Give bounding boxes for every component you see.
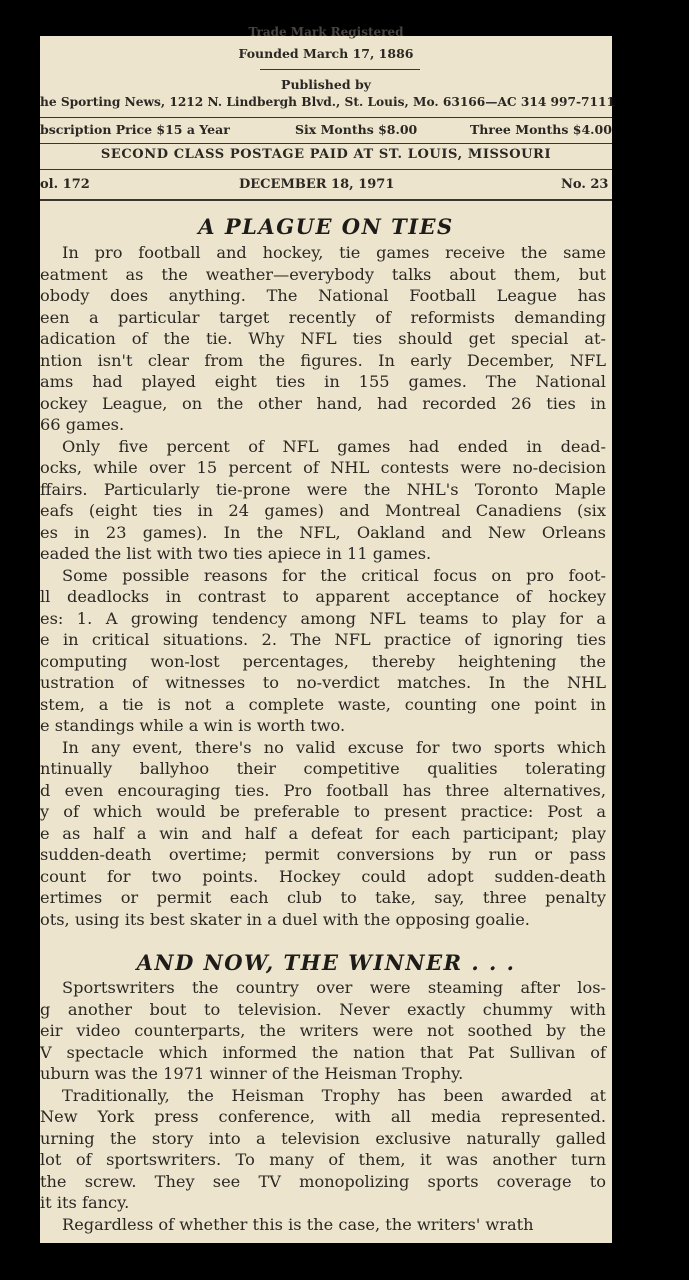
text-line: ockey League, on the other hand, had recorded 26 ties in xyxy=(40,393,606,413)
text-line: ustration of witnesses to no-verdict matches. In the NHL xyxy=(40,673,606,692)
text-line: Some possible reasons for the critical focus on pro foot- xyxy=(62,565,606,585)
masthead-rule-1 xyxy=(40,117,612,118)
text-line: ffairs. Particularly tie-prone were the NHL's Toronto Maple xyxy=(40,479,606,499)
text-line: d even encouraging ties. Pro football has three alternatives, xyxy=(40,780,606,800)
text-line: es: 1. A growing tendency among NFL teams to play for a xyxy=(40,608,606,628)
text-line: Traditionally, the Heisman Trophy has been awarded at xyxy=(62,1085,606,1105)
text-line: eatment as the weather—everybody talks about them, but xyxy=(40,264,606,284)
newspaper-clipping xyxy=(40,25,615,1243)
editorial-title-plague-on-ties: A PLAGUE ON TIES xyxy=(198,214,454,239)
text-line: adication of the tie. Why NFL ties should get special at- xyxy=(40,329,606,348)
text-line: ams had played eight ties in 155 games. The National xyxy=(40,372,606,391)
text-line: y of which would be preferable to present practice: Post a xyxy=(40,802,606,821)
issue-row xyxy=(40,177,612,195)
subscription-row xyxy=(40,122,612,140)
issue-date: DECEMBER 18, 1971 xyxy=(239,177,395,192)
text-line: 66 games. xyxy=(40,415,125,434)
text-line: eaded the list with two ties apiece in 11 games. xyxy=(40,544,432,563)
text-line: g another bout to television. Never exactly chummy with xyxy=(40,999,606,1019)
text-line: eafs (eight ties in 24 games) and Montreal Canadiens (six xyxy=(40,501,606,520)
text-line: es in 23 games). In the NFL, Oakland and New Orleans xyxy=(40,522,606,542)
text-line: obody does anything. The National Football League has xyxy=(40,286,606,305)
text-line: the screw. They see TV monopolizing sports coverage to xyxy=(40,1171,606,1191)
masthead-divider xyxy=(260,69,420,70)
text-line: eir video counterparts, the writers were not soothed by the xyxy=(40,1021,606,1040)
text-line: lot of sportswriters. To many of them, it was another turn xyxy=(40,1150,606,1169)
masthead-rule-3 xyxy=(40,169,612,170)
text-line: sudden-death overtime; permit conversions by run or pass xyxy=(40,845,606,864)
postage-line: SECOND CLASS POSTAGE PAID AT ST. LOUIS, MISSOURI xyxy=(100,147,552,162)
text-line: urning the story into a television exclusive naturally galled xyxy=(40,1128,606,1148)
text-line: V spectacle which informed the nation that Pat Sullivan of xyxy=(40,1042,606,1062)
text-line: een a particular target recently of reformists demanding xyxy=(40,307,606,327)
editorial-title-and-now-the-winner: AND NOW, THE WINNER . . . xyxy=(136,950,516,975)
trademark-line: Trade Mark Registered xyxy=(248,25,404,39)
text-line: ll deadlocks in contrast to apparent acceptance of hockey xyxy=(40,587,606,606)
text-line: ocks, while over 15 percent of NHL contests were no-decision xyxy=(40,458,606,477)
six-months-price: Six Months $8.00 xyxy=(295,122,418,137)
text-line: Sportswriters the country over were steaming after los- xyxy=(62,978,606,997)
text-line: e in critical situations. 2. The NFL practice of ignoring ties xyxy=(40,630,606,649)
text-line: count for two points. Hockey could adopt sudden-death xyxy=(40,866,606,886)
text-line: e standings while a win is worth two. xyxy=(40,716,346,735)
text-line: Only five percent of NFL games had ended in dead- xyxy=(62,436,606,456)
text-line: ntinually ballyhoo their competitive qualities tolerating xyxy=(40,759,606,778)
published-by-line: Published by xyxy=(281,77,371,92)
issue-number: No. 23 xyxy=(561,177,609,192)
text-line: New York press conference, with all media represented. xyxy=(40,1107,606,1126)
text-line: ertimes or permit each club to take, say, three penalty xyxy=(40,888,606,907)
text-line: stem, a tie is not a complete waste, counting one point in xyxy=(40,694,606,714)
text-line: uburn was the 1971 winner of the Heisman Trophy. xyxy=(40,1064,464,1083)
text-line: In any event, there's no valid excuse for two sports which xyxy=(62,737,606,757)
masthead-rule-4 xyxy=(40,199,612,201)
volume-number: ol. 172 xyxy=(40,177,90,192)
text-line: In pro football and hockey, tie games receive the same xyxy=(62,243,606,262)
text-line: Regardless of whether this is the case, the writers' wrath xyxy=(62,1214,534,1234)
text-line: ots, using its best skater in a duel with the opposing goalie. xyxy=(40,909,530,929)
publisher-address: he Sporting News, 1212 N. Lindbergh Blvd., St. Louis, Mo. 63166—AC 314 997-7111 xyxy=(40,95,615,109)
text-line: e as half a win and half a defeat for each participant; play xyxy=(40,823,606,843)
text-line: ntion isn't clear from the figures. In early December, NFL xyxy=(40,350,606,370)
subscription-price: bscription Price $15 a Year xyxy=(40,122,230,137)
three-months-price: Three Months $4.00 xyxy=(470,122,612,137)
text-line: it its fancy. xyxy=(40,1193,130,1212)
masthead-rule-2 xyxy=(40,143,612,144)
text-line: computing won-lost percentages, thereby heightening the xyxy=(40,651,606,671)
founded-line: Founded March 17, 1886 xyxy=(238,46,414,61)
